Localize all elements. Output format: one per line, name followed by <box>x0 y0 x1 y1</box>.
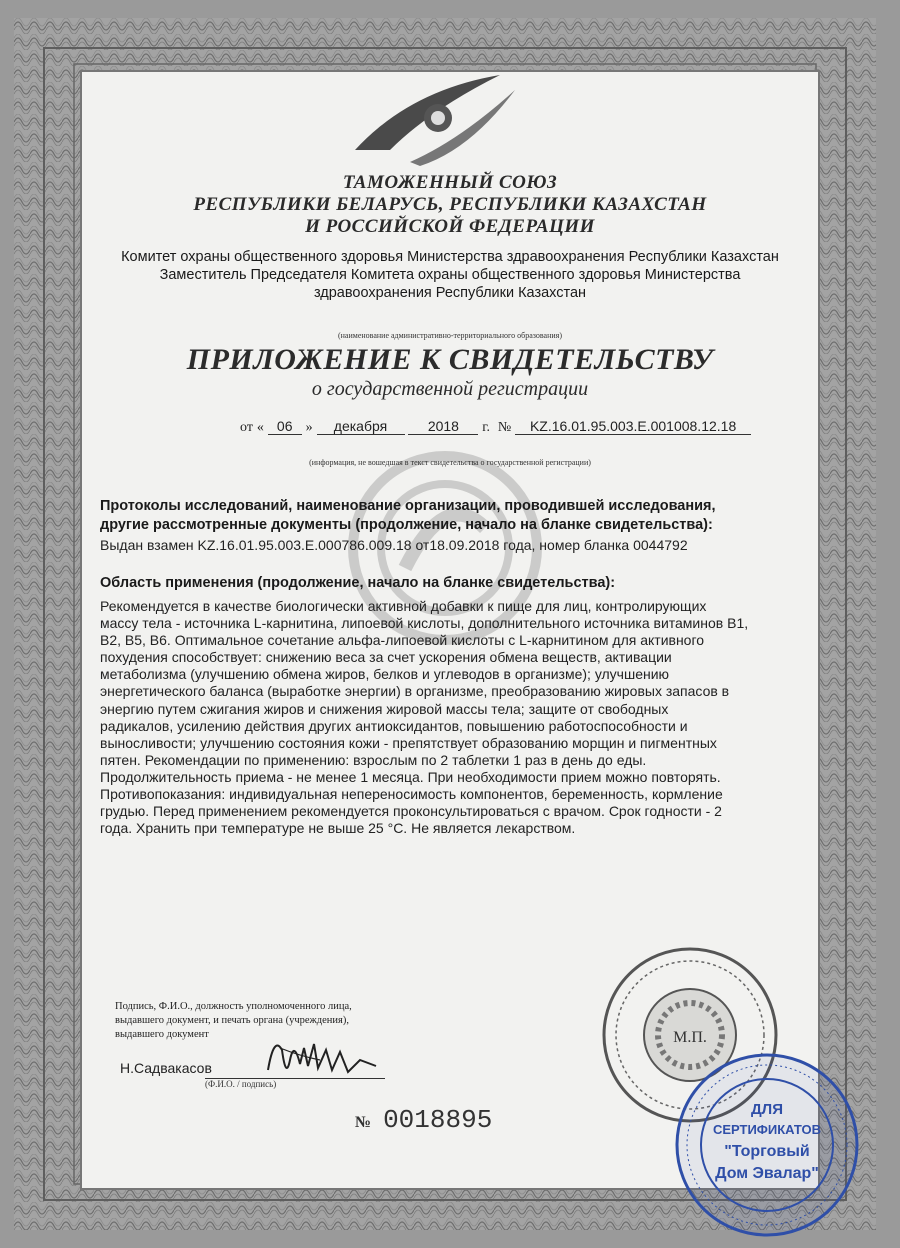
open-quote: « <box>256 420 264 435</box>
scope-line: выносливости; улучшению состояния кожи - препятствует образованию морщин и пигментных <box>100 734 717 751</box>
blank-number-sign: № <box>355 1114 372 1131</box>
fio-note: (Ф.И.О. / подпись) <box>205 1079 277 1089</box>
blank-number <box>355 1105 492 1135</box>
date-year: 2018 <box>408 418 478 435</box>
close-quote: » <box>305 420 313 435</box>
stamp-line-3: "Торговый <box>724 1143 810 1160</box>
protocols-title-line-1: Протоколы исследований, наименование организации, проводившей исследования, <box>100 498 716 514</box>
signature-label-line: выдавшего документ <box>115 1029 209 1040</box>
signature-label-line: Подпись, Ф.И.О., должность уполномоченного лица, <box>115 1001 352 1012</box>
customs-union-emblem <box>350 70 520 170</box>
scope-line: радикалов, усилению действия других антиоксидантов, повышению работоспособности и <box>100 717 688 734</box>
scope-line: пятен. Рекомендации по применению: взрослым по 2 таблетки 1 раз в день до еды. <box>100 751 647 768</box>
stamp-line-4: Дом Эвалар" <box>715 1165 819 1182</box>
committee-line-2: Заместитель Председателя Комитета охраны общественного здоровья Министерства <box>159 267 741 283</box>
scope-line: энергетического баланса (выработке энергии) в организме, преобразованию жировых запасов в <box>100 683 730 700</box>
date-from-label: от <box>240 420 253 435</box>
year-suffix: г. <box>482 420 490 435</box>
date-and-number-line <box>240 418 751 436</box>
number-sign: № <box>497 420 512 435</box>
stamp-line-1: ДЛЯ <box>751 1101 783 1118</box>
scope-line: массу тела - источника L-карнитина, липоевой кислоты, дополнительного источника витаминов В1, <box>100 615 749 632</box>
scope-line: Противопоказания: индивидуальная непереносимость компонентов, беременность, кормление <box>100 786 723 803</box>
scope-line: метаболизма (улучшению обмена жиров, белков и углеводов в организме); улучшению <box>100 666 670 683</box>
handwritten-signature <box>260 1030 380 1090</box>
committee-line-1: Комитет охраны общественного здоровья Министерства здравоохранения Республики Казахстан <box>121 249 779 265</box>
company-blue-stamp <box>672 1050 862 1240</box>
info-note: (информация, не вошедшая в текст свидетельства о государственной регистрации) <box>309 458 591 467</box>
scope-line: энергию путем сжигания жиров и снижения жировой массы тела; защите от свободных <box>100 700 669 717</box>
territory-note: (наименование административно-территориального образования) <box>337 331 562 340</box>
scope-line: грудью. Перед применением рекомендуется проконсультироваться с врачом. Срок годности - 2 <box>100 803 722 820</box>
signer-name: Н.Садвакасов <box>120 1060 212 1076</box>
protocols-text: Выдан взамен KZ.16.01.95.003.E.000786.009.18 от18.09.2018 года, номер бланка 0044792 <box>100 537 688 553</box>
document-subtitle: о государственной регистрации <box>311 378 589 400</box>
scope-line: В2, В5, В6. Оптимальное сочетание альфа-липоевой кислоты с L-карнитином для активного <box>100 632 705 649</box>
protocols-title-line-2: другие рассмотренные документы (продолжение, начало на бланке свидетельства): <box>100 517 713 533</box>
signature-label-line: выдавшего документ, и печать органа (учреждения), <box>115 1015 349 1026</box>
scope-line: года. Хранить при температуре не выше 25 °С. Не является лекарством. <box>100 820 576 837</box>
scope-line: Продолжительность приема - не менее 1 месяца. При необходимости прием можно повторять. <box>100 768 721 785</box>
blank-number-value: 0018895 <box>383 1105 493 1135</box>
stamp-line-2: СЕРТИФИКАТОВ <box>712 1122 822 1137</box>
document-title: ПРИЛОЖЕНИЕ К СВИДЕТЕЛЬСТВУ <box>186 343 714 376</box>
committee-line-3: здравоохранения Республики Казахстан <box>313 285 587 301</box>
scope-text <box>100 598 800 837</box>
date-month: декабря <box>317 418 405 435</box>
union-line-2: РЕСПУБЛИКИ БЕЛАРУСЬ, РЕСПУБЛИКИ КАЗАХСТАН <box>193 194 707 215</box>
union-line-1: ТАМОЖЕННЫЙ СОЮЗ <box>342 172 558 193</box>
scope-line: похудения способствует: снижению веса за счет ускорения обмена веществ, активации <box>100 649 672 666</box>
scope-title: Область применения (продолжение, начало на бланке свидетельства): <box>100 575 616 591</box>
union-line-3: И РОССИЙСКОЙ ФЕДЕРАЦИИ <box>305 216 595 237</box>
seal-mp-label: М.П. <box>673 1029 707 1046</box>
scope-line: Рекомендуется в качестве биологически активной добавки к пище для лиц, контролирующих <box>100 598 707 614</box>
date-day: 06 <box>268 418 302 435</box>
registration-number: KZ.16.01.95.003.E.001008.12.18 <box>515 418 751 435</box>
